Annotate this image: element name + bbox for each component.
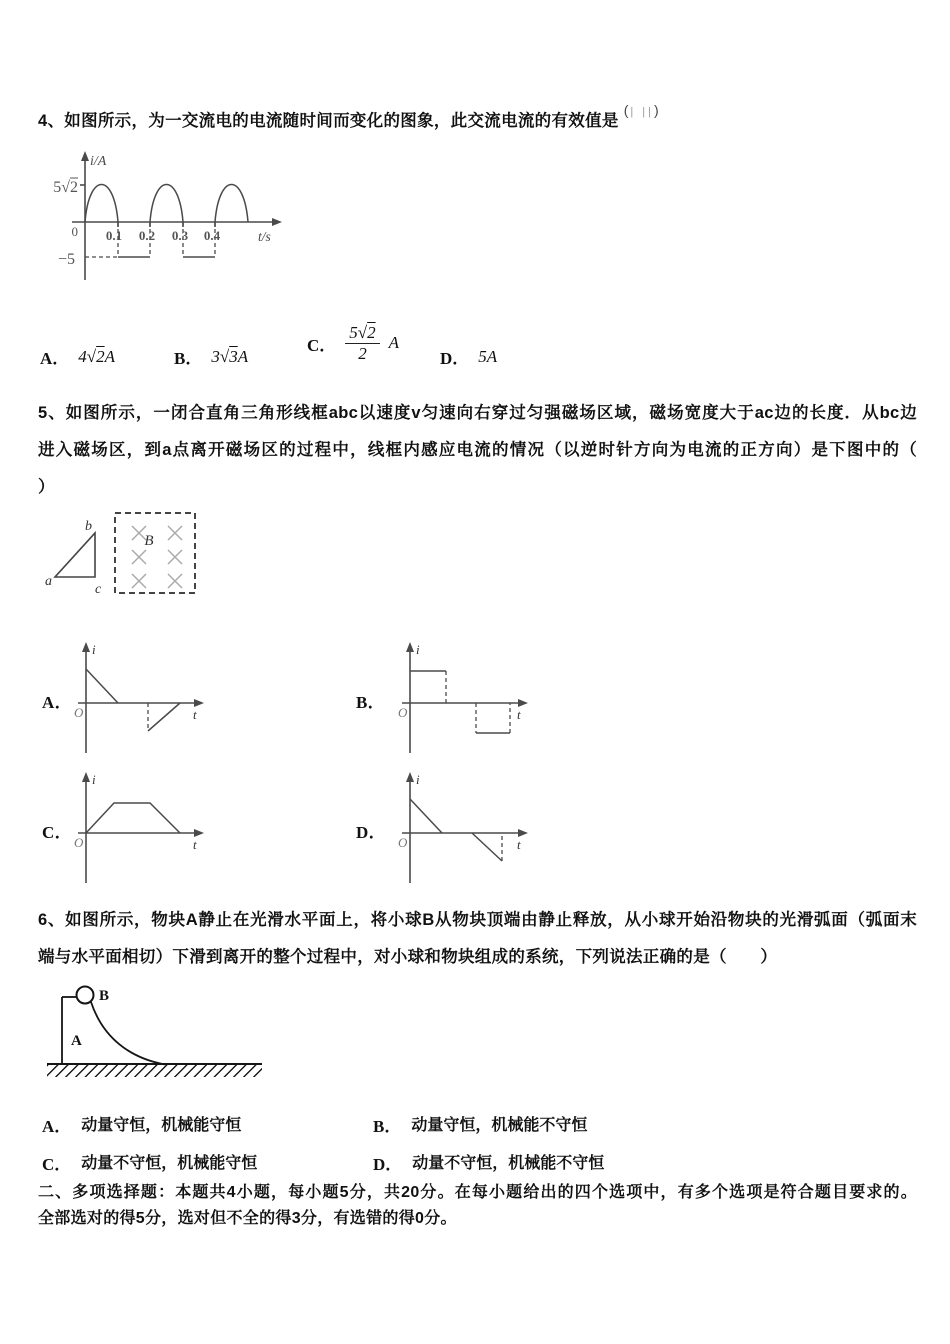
q6-block-ball-figure	[45, 983, 325, 1067]
q4-tick-label-03: 0.3	[171, 228, 189, 243]
q4-x-axis-arrow	[272, 218, 282, 226]
q6-option-b	[373, 1112, 587, 1137]
c-i-label: i	[92, 772, 96, 787]
d-t-label: t	[517, 837, 521, 852]
a-ramp-down	[86, 669, 118, 703]
q4-positive-half-sines	[85, 185, 248, 223]
q6-option-b-label: B．	[373, 1117, 402, 1136]
d-origin-label: O	[398, 835, 408, 850]
q4-a-suffix: A	[104, 346, 116, 366]
q4-tick-label-02: 0.2	[138, 228, 156, 243]
q6-block-label: A	[71, 1033, 82, 1049]
q5-graph-b-label: B．	[356, 693, 385, 712]
c-y-arrow	[82, 772, 90, 782]
d-i-label: i	[416, 772, 420, 787]
question-6-line2: 端与水平面相切）下滑到离开的整个过程中，对小球和物块组成的系统，下列说法正确的是（ ）	[38, 948, 778, 966]
c-origin-label: O	[74, 835, 84, 850]
q4-answer-blank	[624, 102, 661, 118]
cross-6	[168, 574, 182, 588]
b-i-label: i	[416, 642, 420, 657]
a-x-arrow	[194, 699, 204, 707]
q4-hump-2	[150, 185, 183, 223]
q6-ball	[77, 987, 94, 1004]
question-6-line1: 6、如图所示，物块A静止在光滑水平面上，将小球B从物块顶端由静止释放，从小球开始沿物块的光滑弧面（弧面末	[38, 911, 917, 929]
q4-paren-open: (	[623, 102, 631, 118]
q5-triangle	[55, 533, 95, 577]
q5-field-B-label: B	[144, 533, 154, 549]
q4-option-a-label: A．	[40, 349, 70, 368]
q4-c-numerator	[345, 323, 379, 344]
q4-zero-label: 0	[71, 224, 78, 239]
q5-vertex-b-label: b	[85, 519, 92, 534]
q4-neg-label: −5	[57, 251, 75, 268]
q5-graph-b	[382, 641, 532, 756]
q6-option-c-text: 动量不守恒，机械能守恒	[81, 1155, 258, 1172]
q5-triangle-field-figure	[35, 505, 255, 610]
q4-y-axis-arrow	[81, 151, 89, 161]
q4-c-num-pre: 5√	[349, 322, 368, 342]
question-5-line1: 5、如图所示，一闭合直角三角形线框abc以速度v匀速向右穿过匀强磁场区域，磁场宽度大于ac边的长度．从bc边	[38, 404, 917, 422]
q6-option-c-label: C．	[42, 1155, 72, 1174]
q4-option-c-suffix: A	[388, 333, 400, 352]
q5-graph-c	[58, 771, 208, 886]
a-origin-label: O	[74, 705, 84, 720]
q5-field-cross-marks	[132, 526, 182, 588]
q4-option-b-value	[211, 347, 248, 367]
cross-5	[132, 574, 146, 588]
q6-option-d-label: D．	[373, 1155, 403, 1174]
c-trapezoid	[86, 803, 180, 833]
q4-a-pre: 4√	[78, 346, 97, 366]
q6-option-b-text: 动量守恒，机械能不守恒	[411, 1117, 588, 1134]
a-i-label: i	[92, 642, 96, 657]
q5-graph-a-label: A．	[42, 693, 72, 712]
q4-c-num-radicand: 2	[367, 322, 376, 342]
q4-y-axis-label: i/A	[90, 154, 107, 169]
a-ramp-up	[148, 703, 180, 731]
q4-option-b-label: B．	[174, 349, 203, 368]
q6-option-a-label: A．	[42, 1117, 72, 1136]
section-2-header-line1: 二、多项选择题：本题共4小题，每小题5分，共20分。在每小题给出的四个选项中，有多个选项是符合题目要求的。	[38, 1184, 917, 1201]
q4-option-d-label: D．	[440, 349, 470, 368]
q4-option-d-value: 5A	[478, 346, 498, 366]
cross-3	[132, 550, 146, 564]
q4-option-c-label: C．	[307, 335, 337, 355]
q4-b-pre: 3√	[211, 346, 230, 366]
b-y-arrow	[406, 642, 414, 652]
q4-option-c	[307, 312, 399, 374]
q4-paren-marks: | ||	[630, 106, 654, 118]
q5-graph-d-label: D．	[356, 823, 386, 842]
cross-4	[168, 550, 182, 564]
q6-option-c	[42, 1150, 257, 1175]
question-4-text	[38, 102, 661, 134]
q6-ground-hatching	[47, 1063, 262, 1077]
c-t-label: t	[193, 837, 197, 852]
q5-graph-d	[382, 771, 532, 886]
question-5-line3: ）	[38, 478, 55, 496]
question-5-line2: 进入磁场区，到a点离开磁场区的过程中，线框内感应电流的情况（以逆时针方向为电流的正方向）是下图中的（	[38, 441, 917, 459]
q4-option-a-value	[78, 347, 115, 367]
q4-option-b	[174, 344, 248, 369]
q4-b-suffix: A	[237, 346, 249, 366]
q4-option-d	[440, 344, 497, 369]
d-x-arrow	[518, 829, 528, 837]
q6-option-d	[373, 1150, 604, 1175]
q4-b-radicand: 3	[229, 346, 238, 366]
q4-x-ticks	[106, 222, 221, 243]
question-4-stem: 4、如图所示，为一交流电的电流随时间而变化的图象，此交流电流的有效值是	[38, 112, 619, 130]
q4-option-c-fraction	[345, 323, 379, 363]
d-ramp-down-2	[472, 833, 502, 861]
q6-ball-label: B	[99, 988, 110, 1004]
q4-a-radicand: 2	[96, 346, 105, 366]
q6-block-arc-surface	[91, 1002, 165, 1065]
q4-current-time-graph	[28, 150, 293, 290]
cross-2	[168, 526, 182, 540]
q4-x-axis-label: t/s	[258, 229, 271, 244]
q5-graph-a	[58, 641, 208, 756]
q6-option-a	[42, 1112, 241, 1137]
a-y-arrow	[82, 642, 90, 652]
q5-field-region	[115, 513, 195, 593]
d-y-arrow	[406, 772, 414, 782]
q4-tick-label-04: 0.4	[203, 228, 221, 243]
c-x-arrow	[194, 829, 204, 837]
section-2-header-line2: 全部选对的得5分，选对但不全的得3分，有选错的得0分。	[38, 1210, 457, 1227]
a-t-label: t	[193, 707, 197, 722]
q4-paren-close: )	[654, 102, 661, 118]
q5-vertex-c-label: c	[95, 582, 102, 597]
q5-vertex-a-label: a	[45, 574, 52, 589]
q5-triangle-frame	[55, 533, 95, 577]
q4-option-a	[40, 344, 115, 369]
q4-hump-3	[215, 185, 248, 223]
q4-c-denominator: 2	[358, 343, 367, 363]
b-origin-label: O	[398, 705, 408, 720]
q4-tick-label-01: 0.1	[105, 228, 123, 243]
d-ramp-down-1	[410, 799, 442, 833]
q6-option-d-text: 动量不守恒，机械能不守恒	[412, 1155, 605, 1172]
q4-peak-label: 5√2	[53, 179, 78, 196]
q6-option-a-text: 动量守恒，机械能守恒	[81, 1117, 242, 1134]
b-x-arrow	[518, 699, 528, 707]
b-t-label: t	[517, 707, 521, 722]
q5-graph-c-label: C．	[42, 823, 72, 842]
q4-hump-1	[85, 185, 118, 223]
